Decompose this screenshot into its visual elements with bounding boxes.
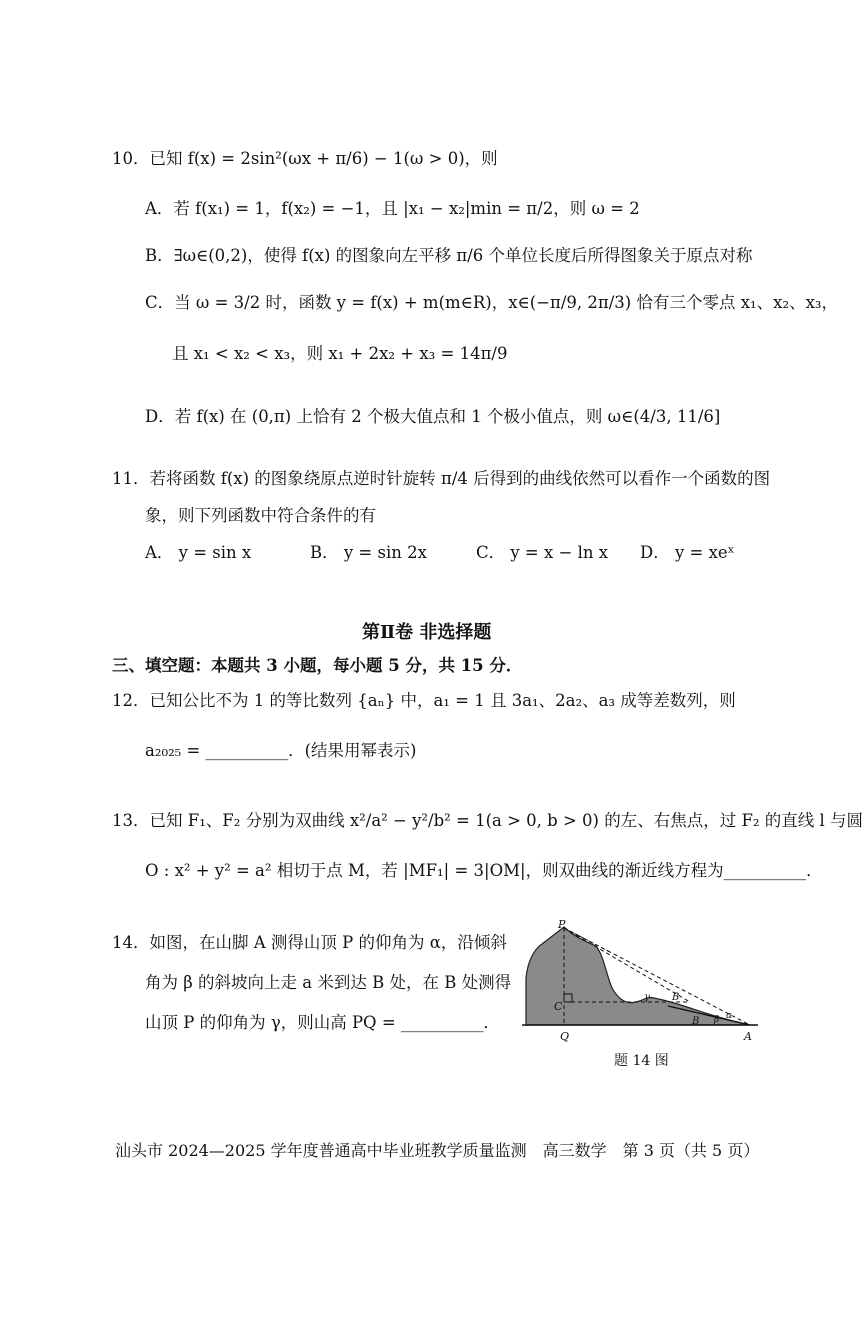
label-q: Q: [560, 1030, 570, 1043]
q11-option-d: D． y = xeˣ: [640, 543, 735, 562]
label-p: P: [558, 918, 566, 931]
label-c: C: [554, 1000, 563, 1013]
q10-stem: 10．已知 f(x) = 2sin²(ωx + π/6) − 1(ω > 0)，则: [112, 149, 498, 168]
q11-option-c: C． y = x − ln x: [476, 543, 609, 562]
label-b-upper: B: [672, 992, 680, 1003]
part2-title: 第Ⅱ卷 非选择题: [362, 622, 492, 643]
q10-option-b: B．∃ω∈(0,2)，使得 f(x) 的图象向左平移 π/6 个单位长度后所得图象关于原点对称: [145, 246, 753, 265]
fill-in-heading: 三、填空题：本题共 3 小题，每小题 5 分，共 15 分．: [112, 656, 523, 675]
label-alpha: α: [726, 1011, 733, 1021]
q11-stem-line1: 11．若将函数 f(x) 的图象绕原点逆时针旋转 π/4 后得到的曲线依然可以看作一个函数的图: [112, 469, 771, 488]
q13-line2: O : x² + y² = a² 相切于点 M，若 |MF₁| = 3|OM|，则双曲线的渐近线方程为__________．: [145, 861, 823, 880]
q10-option-d: D．若 f(x) 在 (0,π) 上恰有 2 个极大值点和 1 个极小值点，则 ω∈(4/3, 11/6]: [145, 407, 721, 426]
q13-line1: 13．已知 F₁、F₂ 分别为双曲线 x²/a² − y²/b² = 1(a > 0, b > 0) 的左、右焦点，过 F₂ 的直线 l 与圆: [112, 811, 864, 830]
q12-line2: a₂₀₂₅ = __________．(结果用幂表示): [145, 741, 417, 760]
q14-mountain-figure: [518, 918, 768, 1046]
q14-figure-caption: 题 14 图: [614, 1053, 669, 1069]
q10-option-a: A．若 f(x₁) = 1，f(x₂) = −1，且 |x₁ − x₂|min = π/2，则 ω = 2: [145, 199, 640, 218]
page-footer: 汕头市 2024—2025 学年度普通高中毕业班教学质量监测 高三数学 第 3 页（共 5 页）: [115, 1141, 760, 1160]
q11-stem-line2: 象，则下列函数中符合条件的有: [145, 506, 376, 525]
q10-option-c-line1: C．当 ω = 3/2 时，函数 y = f(x) + m(m∈R)，x∈(−π/9, 2π/3) 恰有三个零点 x₁、x₂、x₃，: [145, 293, 838, 312]
label-a: A: [744, 1030, 752, 1043]
label-beta: β: [714, 1015, 720, 1025]
q12-line1: 12．已知公比不为 1 的等比数列 {aₙ} 中，a₁ = 1 且 3a₁、2a₂、a₃ 成等差数列，则: [112, 691, 736, 710]
q14-line1: 14．如图，在山脚 A 测得山顶 P 的仰角为 α，沿倾斜: [112, 933, 507, 952]
label-gamma: γ: [644, 992, 650, 1003]
label-b-lower: B: [692, 1016, 700, 1027]
q14-line3: 山顶 P 的仰角为 γ，则山高 PQ = __________．: [145, 1013, 500, 1032]
q10-option-c-line2: 且 x₁ < x₂ < x₃，则 x₁ + 2x₂ + x₃ = 14π/9: [172, 344, 508, 363]
q14-line2: 角为 β 的斜坡向上走 a 米到达 B 处，在 B 处测得: [145, 973, 512, 992]
q11-option-b: B． y = sin 2x: [310, 543, 427, 562]
q11-option-a: A． y = sin x: [145, 543, 252, 562]
